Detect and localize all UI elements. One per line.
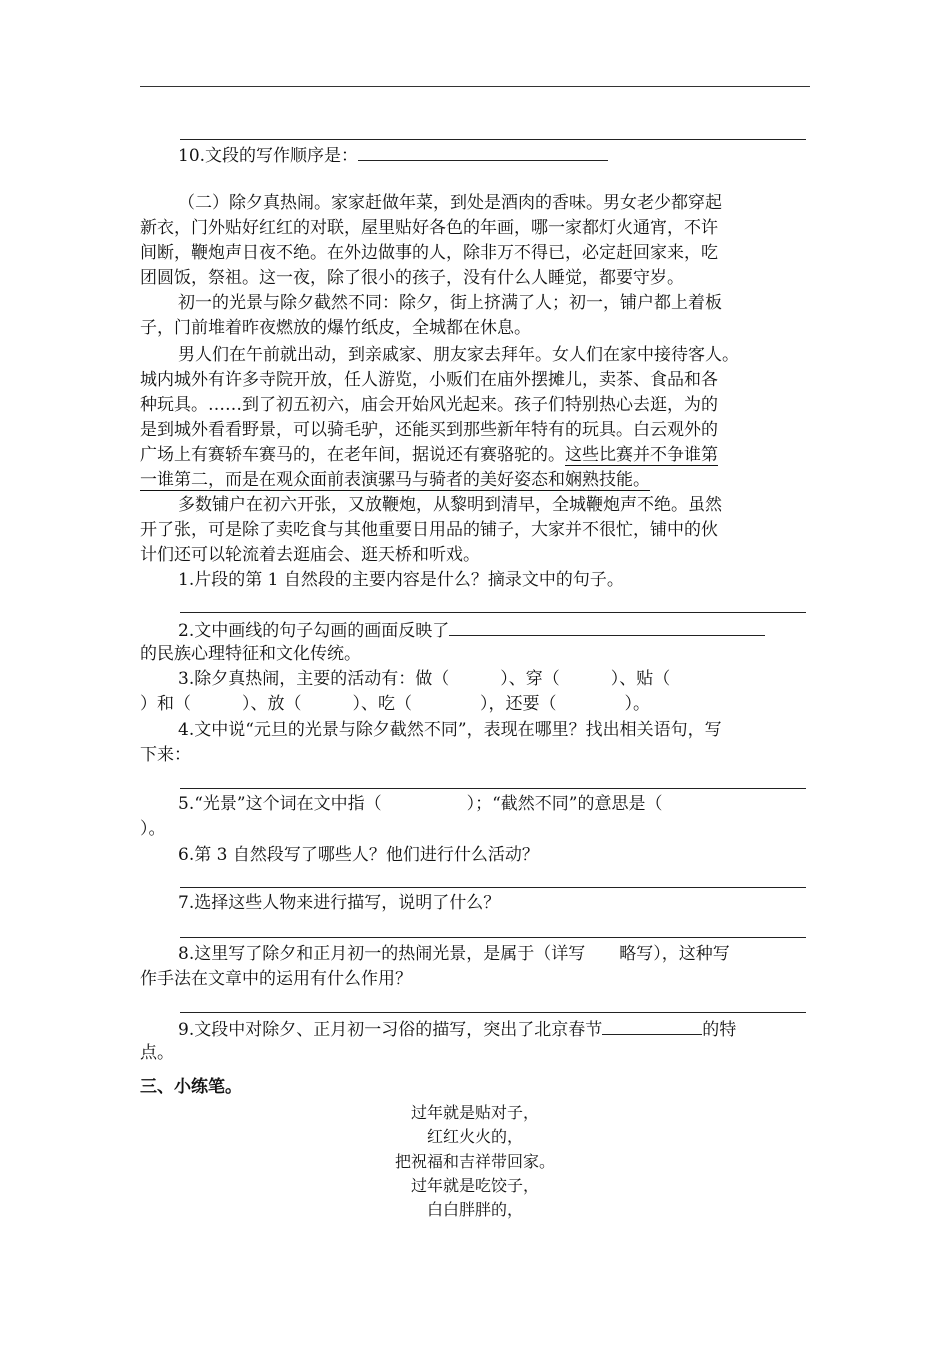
poem-line: 把祝福和吉祥带回家。	[394, 1152, 555, 1171]
passage-line: 男人们在午前就出动，到亲戚家、朋友家去拜年。女人们在家中接待客人。	[178, 345, 739, 365]
question-3: 3.除夕真热闹，主要的活动有：做（ ）、穿（ ）、贴（	[178, 669, 671, 689]
question-4-cont: 下来：	[140, 745, 191, 765]
passage-line: （二）除夕真热闹。家家赶做年菜，到处是酒肉的香味。男女老少都穿起	[178, 193, 722, 213]
poem-line: 过年就是贴对子，	[410, 1103, 539, 1122]
underlined-sentence: 这些比赛并不争谁第	[565, 445, 718, 465]
question-9: 9.文段中对除夕、正月初一习俗的描写，突出了北京春节 的特	[178, 1016, 810, 1042]
passage-line: 子，门前堆着昨夜燃放的爆竹纸皮，全城都在休息。	[140, 318, 531, 338]
question-6: 6.第 3 自然段写了哪些人？他们进行什么活动？	[178, 845, 539, 865]
passage-line: 间断，鞭炮声日夜不绝。在外边做事的人，除非万不得已，必定赶回家来，吃	[140, 243, 718, 263]
question-5: 5.“光景”这个词在文中指（ ）；“截然不同”的意思是（	[178, 794, 663, 814]
question-5-cont: ）。	[140, 819, 166, 839]
passage-line: 开了张，可是除了卖吃食与其他重要日用品的铺子，大家并不很忙，铺中的伙	[140, 520, 718, 540]
question-2-cont: 的民族心理特征和文化传统。	[140, 644, 361, 664]
question-7: 7.选择这些人物来进行描写，说明了什么？	[178, 893, 501, 913]
passage-line: 团圆饭，祭祖。这一夜，除了很小的孩子，没有什么人睡觉，都要守岁。	[140, 268, 684, 288]
passage-line: 种玩具。……到了初五初六，庙会开始风光起来。孩子们特别热心去逛，为的	[140, 395, 718, 415]
answer-line[interactable]	[180, 788, 806, 789]
poem-line: 过年就是吃饺子，	[410, 1176, 539, 1195]
passage-line: 新衣，门外贴好红红的对联，屋里贴好各色的年画，哪一家都灯火通宵，不许	[140, 218, 718, 238]
passage-line: 多数铺户在初六开张，又放鞭炮，从黎明到清早，全城鞭炮声不绝。虽然	[178, 495, 722, 515]
question-8: 8.这里写了除夕和正月初一的热闹光景，是属于（详写 略写），这种写	[178, 944, 730, 964]
answer-line[interactable]	[180, 887, 806, 888]
answer-blank[interactable]	[449, 617, 765, 636]
section-title: 三、小练笔。	[140, 1077, 242, 1097]
question-2: 2.文中画线的句子勾画的画面反映了	[178, 617, 810, 643]
poem-line: 白白胖胖的，	[426, 1200, 523, 1219]
passage-line: 广场上有赛轿车赛马的，在老年间，据说还有赛骆驼的。这些比赛并不争谁第	[140, 445, 718, 465]
answer-blank[interactable]	[602, 1016, 702, 1035]
passage-line: 城内城外有许多寺院开放，任人游览，小贩们在庙外摆摊儿，卖茶、食品和各	[140, 370, 718, 390]
question-3-cont: ）和（ ）、放（ ）、吃（ ），还要（ ）。	[140, 694, 650, 714]
answer-blank[interactable]	[358, 142, 608, 161]
passage-line: 是到城外看看野景，可以骑毛驴，还能买到那些新年特有的玩具。白云观外的	[140, 420, 718, 440]
passage-line: 初一的光景与除夕截然不同：除夕，街上挤满了人；初一，铺户都上着板	[178, 293, 722, 313]
answer-line[interactable]	[180, 612, 806, 613]
underlined-sentence: 一谁第二，而是在观众面前表演骡马与骑者的美好姿态和娴熟技能。	[140, 470, 650, 490]
question-9-cont: 点。	[140, 1043, 174, 1063]
answer-line[interactable]	[180, 1012, 806, 1013]
header-rule	[140, 86, 810, 87]
question-8-cont: 作手法在文章中的运用有什么作用？	[140, 969, 412, 989]
passage-line	[140, 468, 810, 492]
poem-line: 红红火火的，	[426, 1127, 523, 1146]
question-1: 1.片段的第 1 自然段的主要内容是什么？摘录文中的句子。	[178, 570, 624, 590]
answer-line[interactable]	[180, 937, 806, 938]
question-4: 4.文中说“元旦的光景与除夕截然不同”，表现在哪里？找出相关语句，写	[178, 720, 722, 740]
passage-line: 计们还可以轮流着去逛庙会、逛天桥和听戏。	[140, 545, 480, 565]
answer-line[interactable]	[180, 139, 806, 140]
question-10: 10.文段的写作顺序是：	[178, 142, 810, 168]
